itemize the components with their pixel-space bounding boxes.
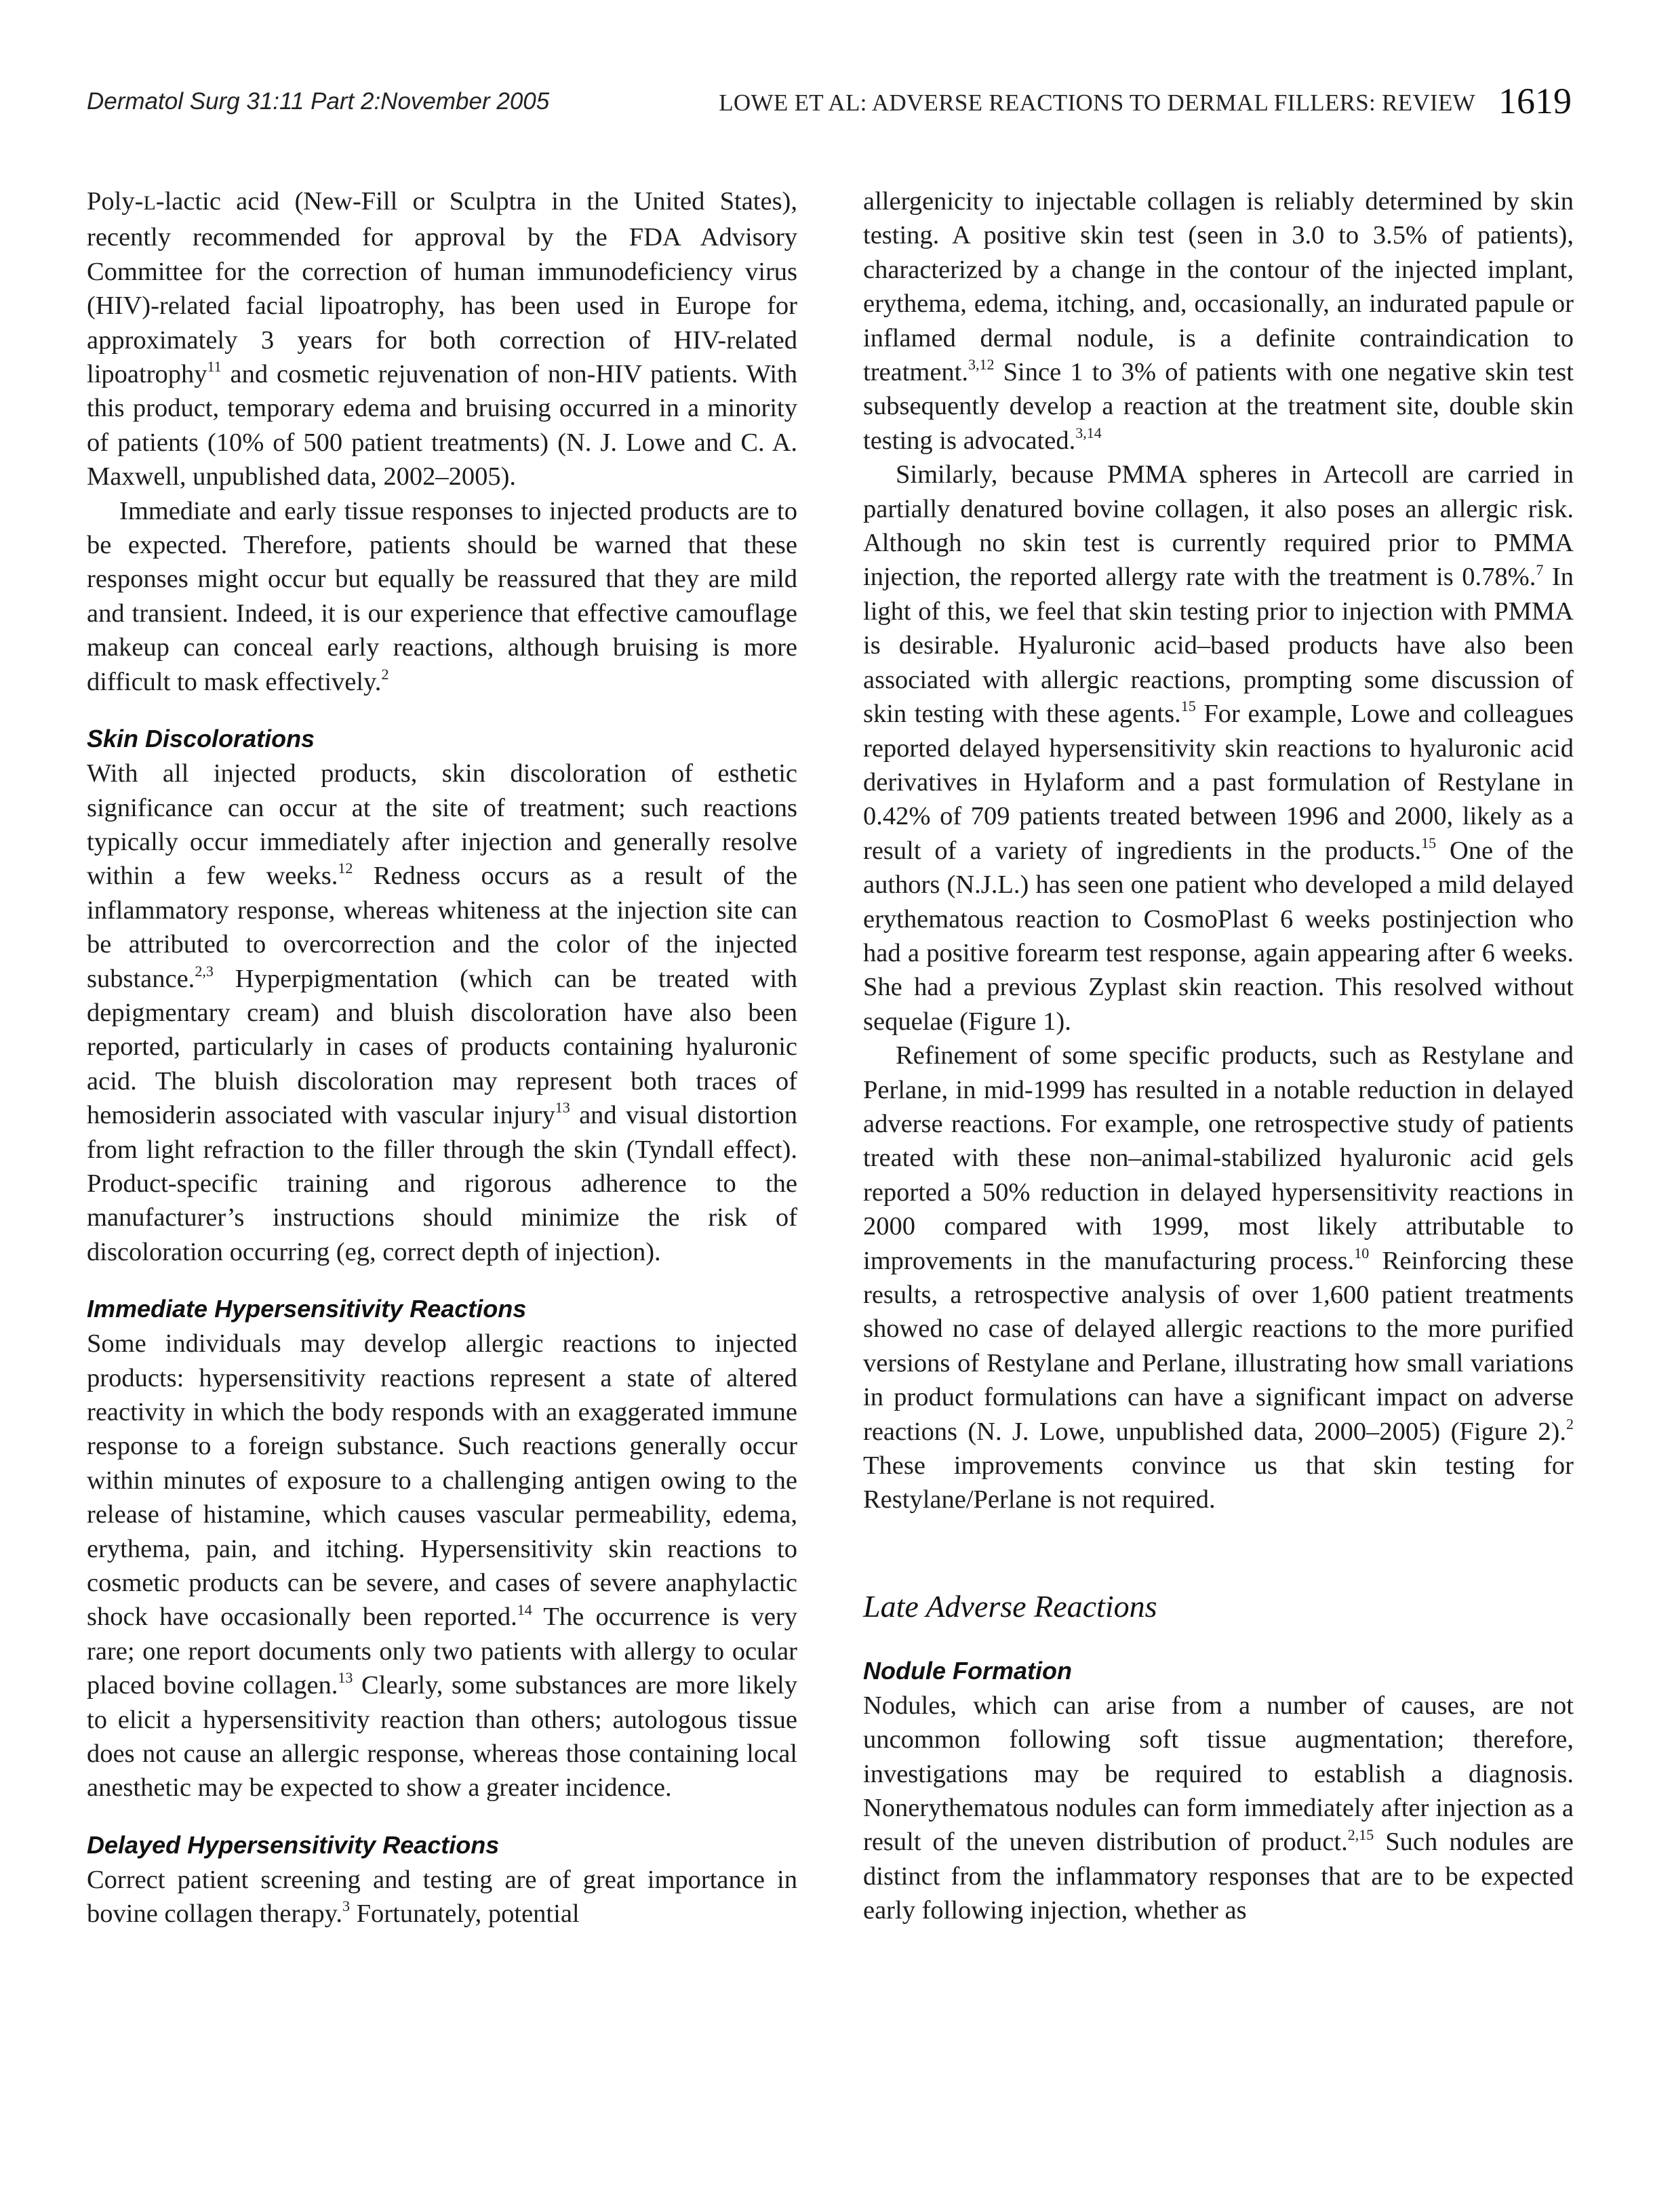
text-run: -lactic acid (New-Fill or Sculptra in the United States), recently recommended for approval by the FDA Advisory Committee for the correction of human immunodeficiency virus (HIV)-related facial lipoatrophy, has been used in Europe for approximately 3 years for both correction of HIV-related lipoatrophy [87, 187, 797, 389]
section-subheading: Delayed Hypersensitivity Reactions [87, 1830, 500, 1859]
section-heading: Late Adverse Reactions [863, 1588, 1157, 1624]
page-number: 1619 [1498, 81, 1572, 121]
section-subheading: Immediate Hypersensitivity Reactions [87, 1295, 527, 1323]
citation-reference: 2,3 [195, 962, 214, 980]
body-paragraph [863, 1689, 1574, 1928]
citation-reference: 2 [1566, 1415, 1574, 1432]
citation-reference: 3 [342, 1897, 351, 1915]
citation-reference: 14 [517, 1601, 532, 1618]
text-run: Since 1 to 3% of patients with one negative skin test subsequently develop a reaction at the treatment site, double skin testing is advocated. [863, 358, 1574, 455]
text-run: and visual distortion from light refraction to the filler through the skin (Tyndall effect). Product-specific training and rigorous adherence to the manufacturer’s instructions should minimize the risk of discoloration occurring (eg, correct depth of injection). [87, 1101, 797, 1266]
text-run: One of the authors (N.J.L.) has seen one patient who developed a mild delayed erythematous reaction to CosmoPlast 6 weeks postinjection who had a positive forearm test response, again appearing after 6 weeks. She had a previous Zyplast skin reaction. This resolved without sequelae (Figure 1). [863, 836, 1574, 1036]
right-column [863, 184, 1574, 1928]
left-column [87, 184, 797, 1931]
citation-reference: 11 [207, 358, 222, 376]
text-run: allergenicity to injectable collagen is reliably determined by skin testing. A positive skin test (seen in 3.0 to 3.5% of patients), characterized by a change in the contour of the injected implant, erythema, edema, itching, and, occasionally, an indurated papule or inflamed dermal nodule, is a definite contraindication to treatment. [863, 187, 1574, 387]
text-run: These improvements convince us that skin testing for Restylane/Perlane is not required. [863, 1451, 1574, 1514]
text-run: Hyperpigmentation (which can be treated with depigmentary cream) and bluish discoloration have also been reported, particularly in cases of products containing hyaluronic acid. The bluish discoloration may represent both traces of hemosiderin associated with vascular injury [87, 964, 797, 1130]
text-run: Nodules, which can arise from a number of causes, are not uncommon following soft tissue augmentation; therefore, investigations may be required to establish a diagnosis. Nonerythematous nodules can form immediately after injection as a result of the uneven distribution of product. [863, 1691, 1574, 1857]
journal-citation: Dermatol Surg 31:11 Part 2:November 2005 [87, 88, 550, 115]
text-run: Immediate and early tissue responses to injected products are to be expected. Therefore, patients should be warned that these responses might occur but equally be reassured that they are mild and transient. Indeed, it is our experience that effective camouflage makeup can conceal early reactions, although bruising is more difficult to mask effectively. [87, 496, 797, 696]
running-title: LOWE ET AL: ADVERSE REACTIONS TO DERMAL FILLERS: REVIEW [719, 89, 1475, 116]
citation-reference: 2 [381, 665, 389, 683]
section-subheading: Skin Discolorations [87, 725, 315, 753]
running-header [87, 81, 1572, 129]
body-paragraph [863, 184, 1574, 458]
body-paragraph [87, 757, 797, 1269]
text-run: Clearly, some substances are more likely to elicit a hypersensitivity reaction than others; autologous tissue does not cause an allergic response, whereas those containing local anesthetic may be expected to show a greater incidence. [87, 1671, 797, 1803]
body-paragraph [87, 1327, 797, 1805]
body-paragraph [87, 184, 797, 494]
citation-reference: 3,14 [1075, 424, 1102, 442]
body-paragraph [87, 1863, 797, 1931]
citation-reference: 15 [1421, 834, 1437, 851]
text-run: In light of this, we feel that skin testing prior to injection with PMMA is desirable. Hyaluronic acid–based products have also been associated with allergic reactions, prompting some discussion of skin testing with these agents. [863, 563, 1574, 729]
citation-reference: 2,15 [1347, 1826, 1374, 1843]
citation-reference: 13 [338, 1669, 353, 1687]
citation-reference: 15 [1180, 698, 1196, 715]
body-paragraph [863, 1039, 1574, 1517]
small-caps-text: L [143, 192, 156, 214]
text-run: The occurrence is very rare; one report documents only two patients with allergy to ocular placed bovine collagen. [87, 1603, 797, 1700]
body-paragraph [863, 458, 1574, 1039]
body-paragraph [87, 494, 797, 699]
text-run: With all injected products, skin discoloration of esthetic significance can occur at the site of treatment; such reactions typically occur immediately after injection and generally resolve within a few weeks. [87, 759, 797, 891]
text-run: Similarly, because PMMA spheres in Artecoll are carried in partially denatured bovine collagen, it also poses an allergic risk. Although no skin test is currently required prior to PMMA injection, the reported allergy rate with the treatment is 0.78%. [863, 460, 1574, 592]
text-run: Some individuals may develop allergic reactions to injected products: hypersensitivity reactions represent a state of altered reactivity in which the body responds with an exaggerated immune response to a foreign substance. Such reactions generally occur within minutes of exposure to a challenging antigen owing to the release of histamine, which causes vascular permeability, edema, erythema, pain, and itching. Hypersensitivity skin reactions to cosmetic products can be severe, and cases of severe anaphylactic shock have occasionally been reported. [87, 1329, 797, 1632]
text-run: Such nodules are distinct from the inflammatory responses that are to be expected early following injection, whether as [863, 1828, 1574, 1925]
citation-reference: 12 [338, 860, 353, 877]
text-run: Redness occurs as a result of the inflammatory response, whereas whiteness at the injection site can be attributed to overcorrection and the color of the injected substance. [87, 862, 797, 993]
citation-reference: 3,12 [968, 356, 995, 374]
text-run: Fortunately, potential [350, 1899, 580, 1929]
citation-reference: 7 [1536, 561, 1544, 578]
section-subheading: Nodule Formation [863, 1656, 1072, 1685]
citation-reference: 13 [555, 1099, 570, 1117]
text-run: and cosmetic rejuvenation of non-HIV patients. With this product, temporary edema and bruising occurred in a minority of patients (10% of 500 patient treatments) (N. J. Lowe and C. A. Maxwell, unpublished data, 2002–2005). [87, 360, 797, 491]
text-run: Correct patient screening and testing are of great importance in bovine collagen therapy. [87, 1865, 797, 1929]
text-run: For example, Lowe and colleagues reported delayed hypersensitivity skin reactions to hyaluronic acid derivatives in Hylaform and a past formulation of Restylane in 0.42% of 709 patients treated between 1996 and 2000, likely as a result of a variety of ingredients in the products. [863, 700, 1574, 865]
text-run: Reinforcing these results, a retrospective analysis of over 1,600 patient treatments showed no case of delayed allergic reactions to the more purified versions of Restylane and Perlane, illustrating how small variations in product formulations can have a significant impact on adverse reactions (N. J. Lowe, unpublished data, 2000–2005) (Figure 2). [863, 1246, 1574, 1446]
text-run: Refinement of some specific products, such as Restylane and Perlane, in mid-1999 has resulted in a notable reduction in delayed adverse reactions. For example, one retrospective study of patients treated with these non–animal-stabilized hyaluronic acid gels reported a 50% reduction in delayed hypersensitivity reactions in 2000 compared with 1999, most likely attributable to improvements in the manufacturing process. [863, 1041, 1574, 1275]
citation-reference: 10 [1354, 1244, 1370, 1262]
text-run: Poly- [87, 187, 144, 216]
